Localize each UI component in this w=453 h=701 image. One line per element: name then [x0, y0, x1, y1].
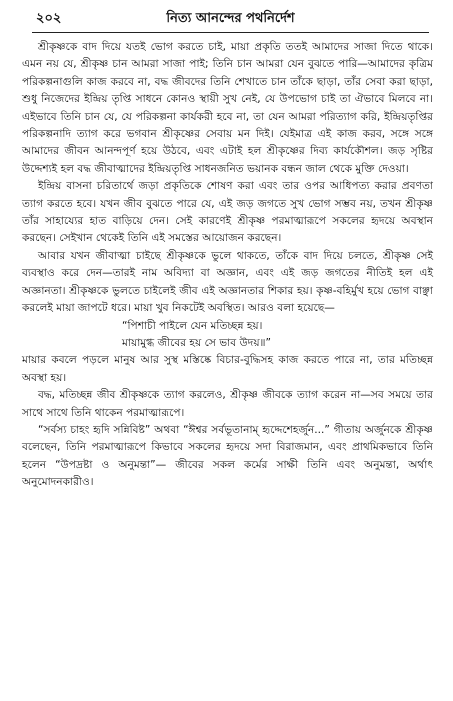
paragraph: আবার যখন জীবাত্মা চাইছে শ্রীকৃষ্ণকে ভুলে থাকতে, তাঁকে বাদ দিয়ে চলতে, শ্রীকৃষ্ণ সেই ব্যবস্থাও করে দেন—তারই নাম অবিদ্যা বা অজ্ঞান, এবং এই জড় জগতের নীতিই হল এই অজ্ঞানতা। শ্রীকৃষ্ণকে ভুলতে চাইলেই জীব এই অজ্ঞানতার শিকার হয়। কৃষ্ণ-বহির্মুখ হয়ে ভোগ বাঞ্ছা করলেই মায়া জাপটে ধরে। মায়া খুব নিকটেই অবস্থিত। আরও বলা হয়েছে— — [22, 249, 433, 315]
verse-line: “পিশাচী পাইলে যেন মতিচ্ছন্ন হয়। — [122, 319, 263, 332]
verse-line: মায়ামুগ্ধ জীবের হয় সে ভাব উদয়॥” — [122, 336, 272, 349]
body-text — [22, 39, 433, 492]
page-header — [32, 6, 429, 33]
paragraph: বদ্ধ, মতিচ্ছন্ন জীব শ্রীকৃষ্ণকে ত্যাগ করলেও, শ্রীকৃষ্ণ জীবকে ত্যাগ করেন না—সব সময়ে তার সাথে সাথে তিনি থাকেন পরমাত্মারূপে। — [22, 389, 433, 419]
paragraph: ইন্দ্রিয় বাসনা চরিতার্থে জড়া প্রকৃতিকে শোষণ করা এবং তার ওপর আধিপত্য করার প্রবণতা ত্যাগ করতে হবে। যখন জীব বুঝতে পারে যে, এই জড় জগতে সুখ ভোগ সম্ভব নয়, তখন শ্রীকৃষ্ণ তাঁর সাহায্যের হাত বাড়িয়ে দেন। সেই কারণেই শ্রীকৃষ্ণ পরমাত্মারূপে সকলের হৃদয়ে অবস্থান করছেন। সেইখান থেকেই তিনি এই সমস্তের আয়োজন করছেন। — [22, 180, 433, 245]
paragraph: “সর্বস্য চাহং হৃদি সন্নিবিষ্ট” অথবা “ঈশ্বর সর্বভূতানাম্ হৃদ্দেশেহর্জুন...” গীতায় অর্জুনকে শ্রীকৃষ্ণ বলেছেন, তিনি পরমাত্মারূপে কিভাবে সকলের হৃদয়ে সদা বিরাজমান, এবং প্রাথমিকভাবে তিনি হলেন “উপদ্রষ্টা ও অনুমন্তা”— জীবের সকল কর্মের সাক্ষী তিনি এবং অনুমন্তা, অর্থাৎ অনুমোদনকারীও। — [22, 423, 433, 489]
paragraph: মায়ার কবলে পড়লে মানুষ আর সুস্থ মস্তিষ্কে বিচার-বুদ্ধিসহ কাজ করতে পারে না, তার মতিচ্ছন্ন অবস্থা হয়। — [22, 354, 433, 384]
running-title: নিত্য আনন্দের পথনির্দেশ — [166, 11, 295, 26]
page-number: ২০২ — [36, 11, 62, 26]
paragraph: শ্রীকৃষ্ণকে বাদ দিয়ে যতই ভোগ করতে চাই, মায়া প্রকৃতি ততই আমাদের সাজা দিতে থাকে। এমন নয় যে, শ্রীকৃষ্ণ চান আমরা সাজা পাই; তিনি চান আমরা যেন বুঝতে পারি—আমাদের কৃত্রিম পরিকল্পনাগুলি কাজ করবে না, বদ্ধ জীবদের তিনি শেখাতে চান তাঁকে ছাড়া, তাঁর সেবা করা ছাড়া, শুধু নিজেদের ইন্দ্রিয় তৃপ্তি সাধনে কোনও স্থায়ী সুখ নেই, যে উপভোগ চাই তা ঐভাবে মিলবে না। এইভাবে তিনি চান যে, যে পরিকল্পনা কার্যকরী হবে না, তা যেন আমরা পরিত্যাগ করি, ইন্দ্রিয়তৃপ্তির পরিকল্পনাদি ত্যাগ করে ভগবান শ্রীকৃষ্ণের সেবায় মন দিই। যেইমাত্র এই কাজ করব, সঙ্গে সঙ্গে আমাদের জীবন আনন্দপূর্ণ হয়ে উঠবে, এবং এটাই হল শ্রীকৃষ্ণের দিব্য কার্যকৌশল। জড় সৃষ্টির উদ্দেশ্যই হল বদ্ধ জীবাত্মাদের ইন্দ্রিয়তৃপ্তি সাধনজনিত ভয়ানক বন্ধন জাল থেকে মুক্তি দেওয়া। — [22, 41, 433, 175]
